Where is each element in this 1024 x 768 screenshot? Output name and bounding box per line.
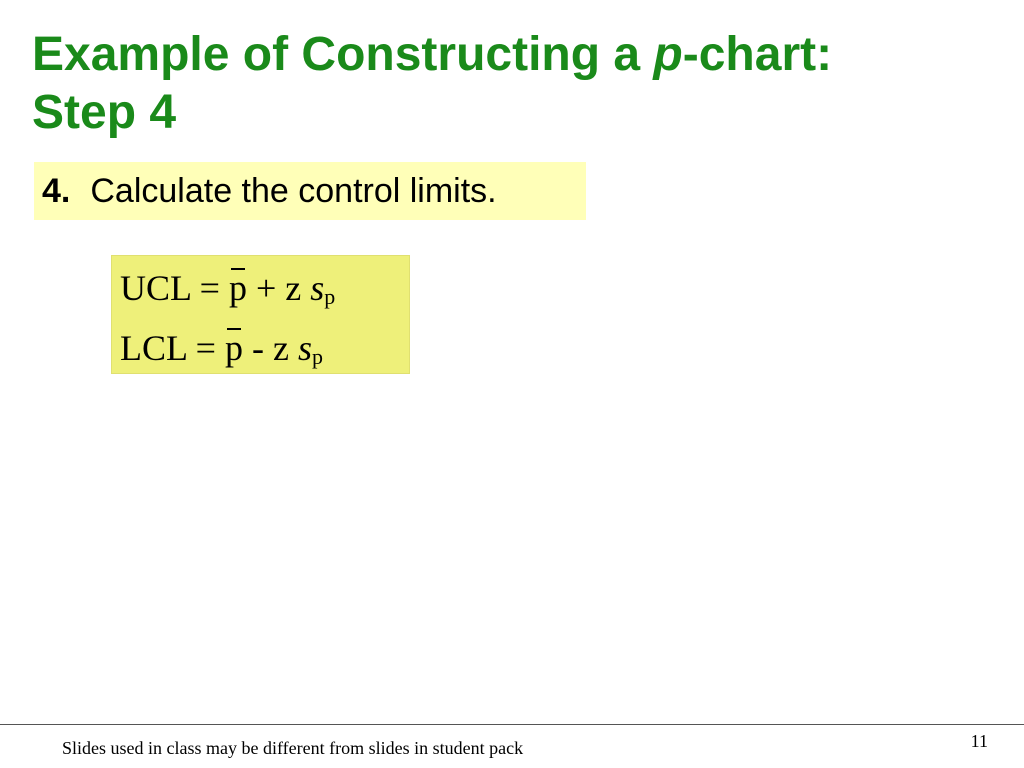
lcl-operator: - z — [242, 328, 298, 368]
lcl-s-variable: s — [297, 328, 312, 368]
control-limit-formulas — [111, 255, 410, 374]
ucl-operator: + z — [246, 268, 311, 308]
step-text: Calculate the control limits. — [90, 171, 497, 210]
lcl-formula — [120, 328, 323, 368]
step-number: 4. — [42, 171, 71, 210]
footer-divider — [0, 724, 1024, 725]
p-chart-variable: p — [653, 28, 683, 81]
lcl-lhs: LCL = — [120, 328, 225, 368]
page-number: 11 — [970, 731, 988, 751]
step-instruction — [34, 162, 586, 220]
slide-title-line-1: Example of Constructing a p-chart: — [32, 28, 833, 81]
ucl-s-variable: s — [310, 268, 325, 308]
ucl-formula — [120, 268, 335, 308]
slide-title — [32, 26, 832, 141]
footer-note: Slides used in class may be different from slides in student pack — [62, 738, 524, 758]
ucl-p-bar: p — [228, 268, 247, 308]
ucl-lhs: UCL = — [120, 268, 229, 308]
slide-title-line-2: Step 4 — [32, 85, 177, 139]
lcl-subscript: p — [311, 344, 323, 369]
lcl-p-bar: p — [224, 328, 243, 368]
ucl-subscript: p — [324, 284, 336, 309]
